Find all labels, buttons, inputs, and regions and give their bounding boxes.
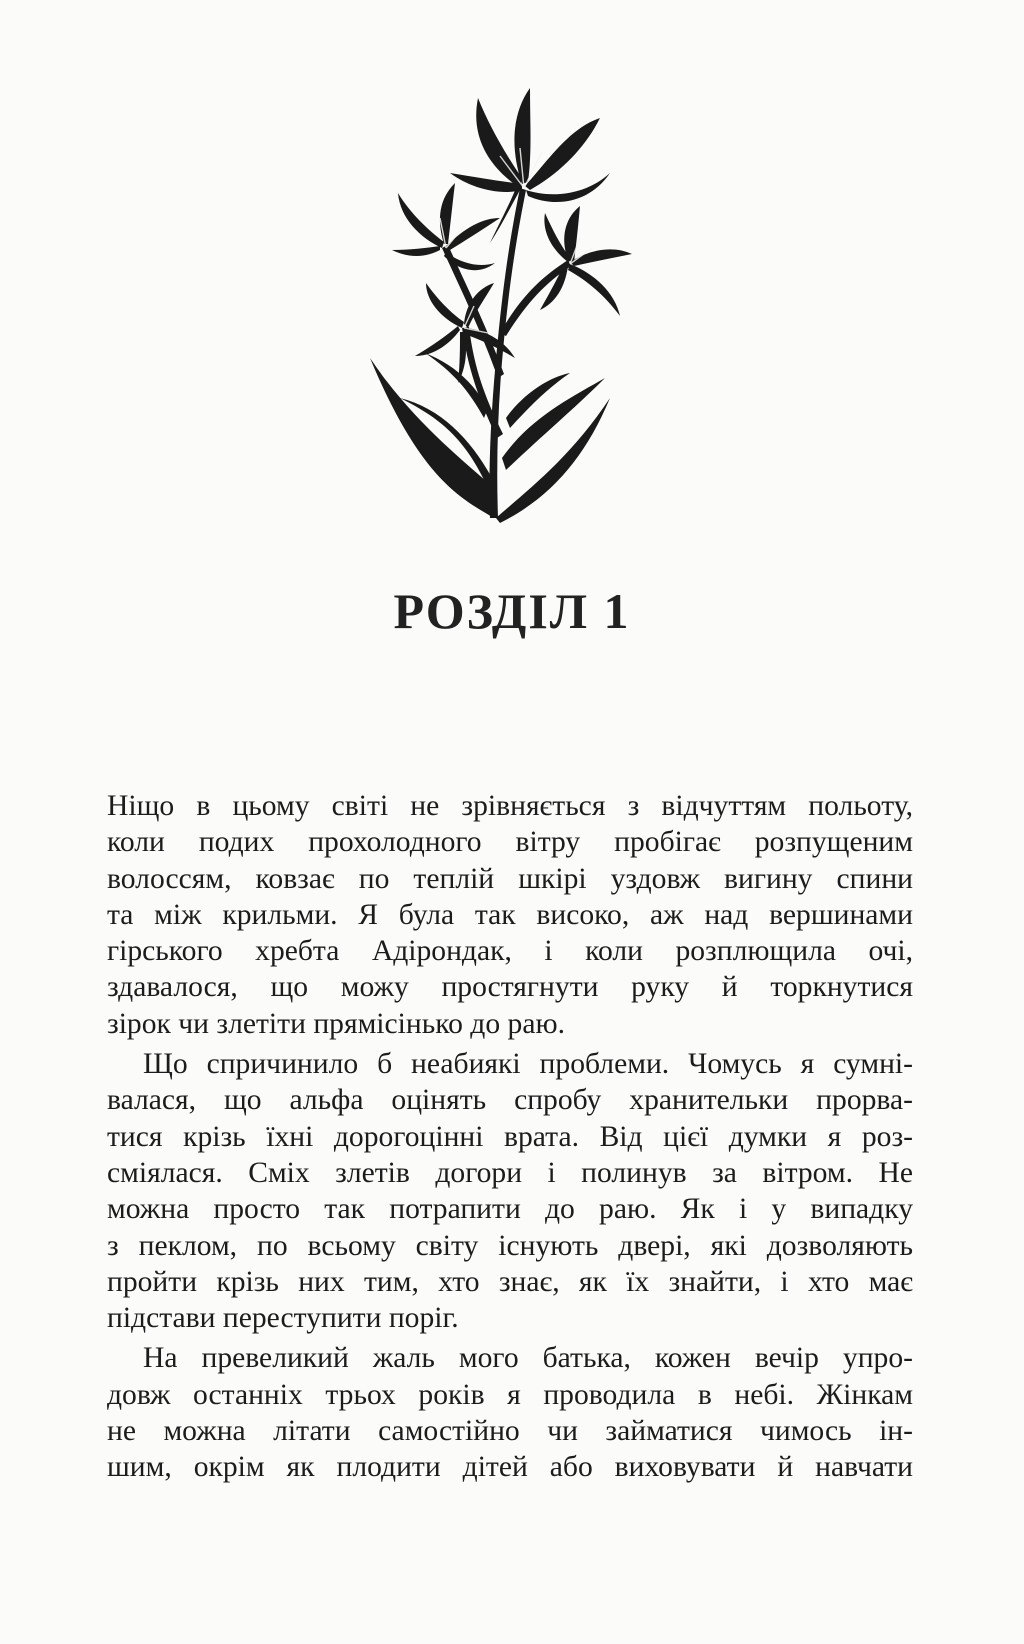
- text-line: підстави переступити поріг.: [107, 1302, 459, 1335]
- text-line: коли подих прохолодного вітру пробігає розпущеним: [107, 826, 913, 859]
- text-line: гірського хребта Адірондак, і коли розплющила очі,: [107, 935, 913, 968]
- paragraph: [107, 1046, 913, 1336]
- text-line: сміялася. Сміх злетів догори і полинув за вітром. Не: [107, 1156, 913, 1189]
- chapter-title: РОЗДІЛ 1: [393, 583, 631, 639]
- text-line: довж останніх трьох років я проводила в небі. Жінкам: [107, 1378, 913, 1411]
- text-line: валася, що альфа оцінять спробу хранительки прорва-: [107, 1084, 913, 1117]
- text-line: з пеклом, по всьому світу існують двері, які дозволяють: [107, 1229, 913, 1262]
- text-line: зірок чи злетіти прямісінько до раю.: [107, 1007, 565, 1040]
- text-line: пройти крізь них тим, хто знає, як їх знайти, і хто має: [107, 1265, 913, 1298]
- text-line: волоссям, ковзає по теплій шкірі уздовж вигину спини: [107, 862, 913, 895]
- text-line: шим, окрім як плодити дітей або виховувати й навчати: [107, 1451, 913, 1484]
- chapter-body: [107, 788, 913, 1486]
- paragraph: [107, 788, 913, 1042]
- lily-flower-icon: [370, 78, 660, 523]
- text-line: Ніщо в цьому світі не зрівняється з відчуттям польоту,: [107, 790, 913, 822]
- text-line: можна просто так потрапити до раю. Як і у випадку: [107, 1193, 913, 1226]
- text-line: здавалося, що можу простягнути руку й торкнутися: [107, 971, 913, 1004]
- text-line: На превеликий жаль мого батька, кожен вечір упро-: [143, 1342, 913, 1375]
- paragraph: [107, 1340, 913, 1485]
- text-line: Що спричинило б неабиякі проблеми. Чомусь я сумні-: [143, 1048, 913, 1081]
- text-line: не можна літати самостійно чи займатися чимось ін-: [107, 1415, 913, 1448]
- text-line: тися крізь їхні дорогоцінні врата. Від цієї думки я роз-: [107, 1120, 913, 1153]
- text-line: та між крильми. Я була так високо, аж над вершинами: [107, 898, 913, 931]
